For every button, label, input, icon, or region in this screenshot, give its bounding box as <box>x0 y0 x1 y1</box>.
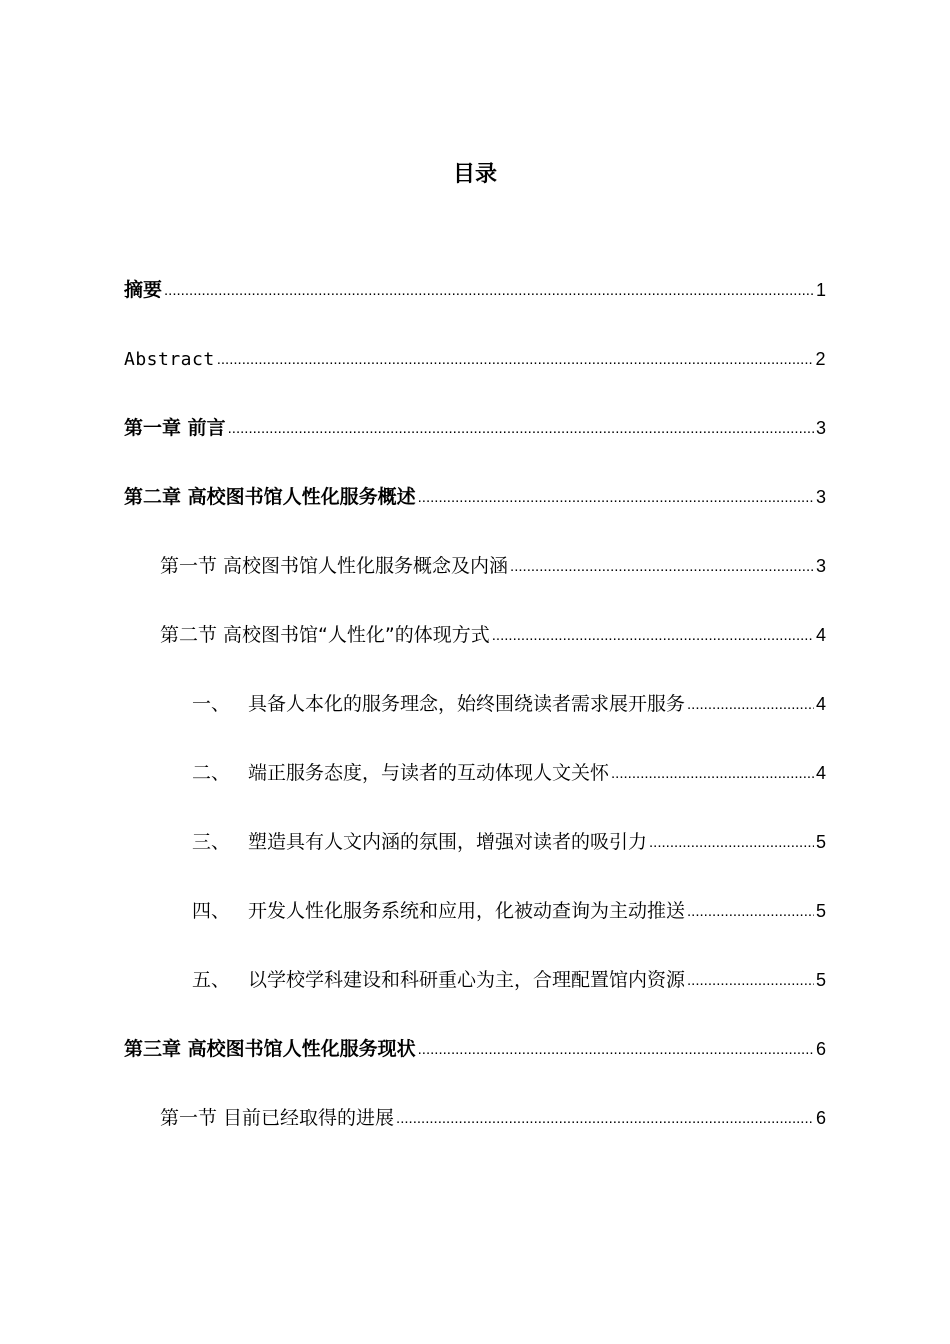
toc-entry-text: 第一章 前言 <box>124 417 226 439</box>
toc-page-number: 3 <box>815 418 826 438</box>
toc-entry-abstract-cn[interactable] <box>124 275 826 344</box>
toc-entry-chapter-2-section-2[interactable] <box>124 620 826 689</box>
toc-entry-item-2[interactable] <box>124 758 826 827</box>
toc-entry-text: Abstract <box>124 349 215 370</box>
toc-page-number: 2 <box>815 349 826 369</box>
dot-leader <box>687 690 814 720</box>
toc-entry-chapter-2[interactable] <box>124 482 826 551</box>
toc-page-number: 3 <box>815 556 826 576</box>
toc-entry-number: 二、 <box>192 762 231 784</box>
toc-entry-text: 第一节 高校图书馆人性化服务概念及内涵 <box>160 555 509 577</box>
toc-page-number: 6 <box>815 1108 826 1128</box>
toc-entry-text: 具备人本化的服务理念，始终围绕读者需求展开服务 <box>248 693 686 715</box>
toc-entry-text: 第二章 高校图书馆人性化服务概述 <box>124 486 416 508</box>
toc-entry-number: 四、 <box>192 900 231 922</box>
dot-leader <box>510 552 814 582</box>
toc-page-number: 3 <box>815 487 826 507</box>
toc-entry-chapter-3-section-1[interactable] <box>124 1103 826 1172</box>
toc-page-number: 5 <box>815 970 826 990</box>
toc-entry-number: 三、 <box>192 831 231 853</box>
toc-entry-text: 第一节 目前已经取得的进展 <box>160 1107 395 1129</box>
toc-page-number: 4 <box>815 763 826 783</box>
toc-page-number: 6 <box>815 1039 826 1059</box>
toc-entry-chapter-2-section-1[interactable] <box>124 551 826 620</box>
toc-entry-item-5[interactable] <box>124 965 826 1034</box>
toc-entry-item-4[interactable] <box>124 896 826 965</box>
toc-entry-text: 第三章 高校图书馆人性化服务现状 <box>124 1038 416 1060</box>
toc-page-number: 5 <box>815 832 826 852</box>
toc-list <box>124 275 826 1172</box>
toc-entry-chapter-3[interactable] <box>124 1034 826 1103</box>
toc-page-number: 5 <box>815 901 826 921</box>
dot-leader <box>228 414 814 444</box>
dot-leader <box>164 276 814 306</box>
dot-leader <box>217 345 814 375</box>
toc-entry-number: 一、 <box>192 693 231 715</box>
toc-entry-text: 塑造具有人文内涵的氛围，增强对读者的吸引力 <box>248 831 648 853</box>
toc-entry-number: 五、 <box>192 969 231 991</box>
dot-leader <box>687 966 814 996</box>
dot-leader <box>687 897 814 927</box>
toc-entry-text: 第二节 高校图书馆“人性化”的体现方式 <box>160 624 490 646</box>
toc-entry-text: 端正服务态度，与读者的互动体现人文关怀 <box>248 762 610 784</box>
toc-entry-text: 开发人性化服务系统和应用，化被动查询为主动推送 <box>248 900 686 922</box>
toc-page-number: 1 <box>815 280 826 300</box>
dot-leader <box>611 759 814 789</box>
toc-entry-item-1[interactable] <box>124 689 826 758</box>
dot-leader <box>492 621 814 651</box>
toc-entry-chapter-1[interactable] <box>124 413 826 482</box>
toc-title: 目录 <box>452 162 497 187</box>
toc-page-number: 4 <box>815 625 826 645</box>
dot-leader <box>418 483 814 513</box>
dot-leader <box>418 1035 814 1065</box>
toc-entry-text: 以学校学科建设和科研重心为主，合理配置馆内资源 <box>248 969 686 991</box>
toc-entry-item-3[interactable] <box>124 827 826 896</box>
toc-page-number: 4 <box>815 694 826 714</box>
toc-entry-text: 摘要 <box>124 279 163 301</box>
toc-entry-abstract-en[interactable] <box>124 344 826 413</box>
dot-leader <box>396 1104 814 1134</box>
dot-leader <box>649 828 814 858</box>
